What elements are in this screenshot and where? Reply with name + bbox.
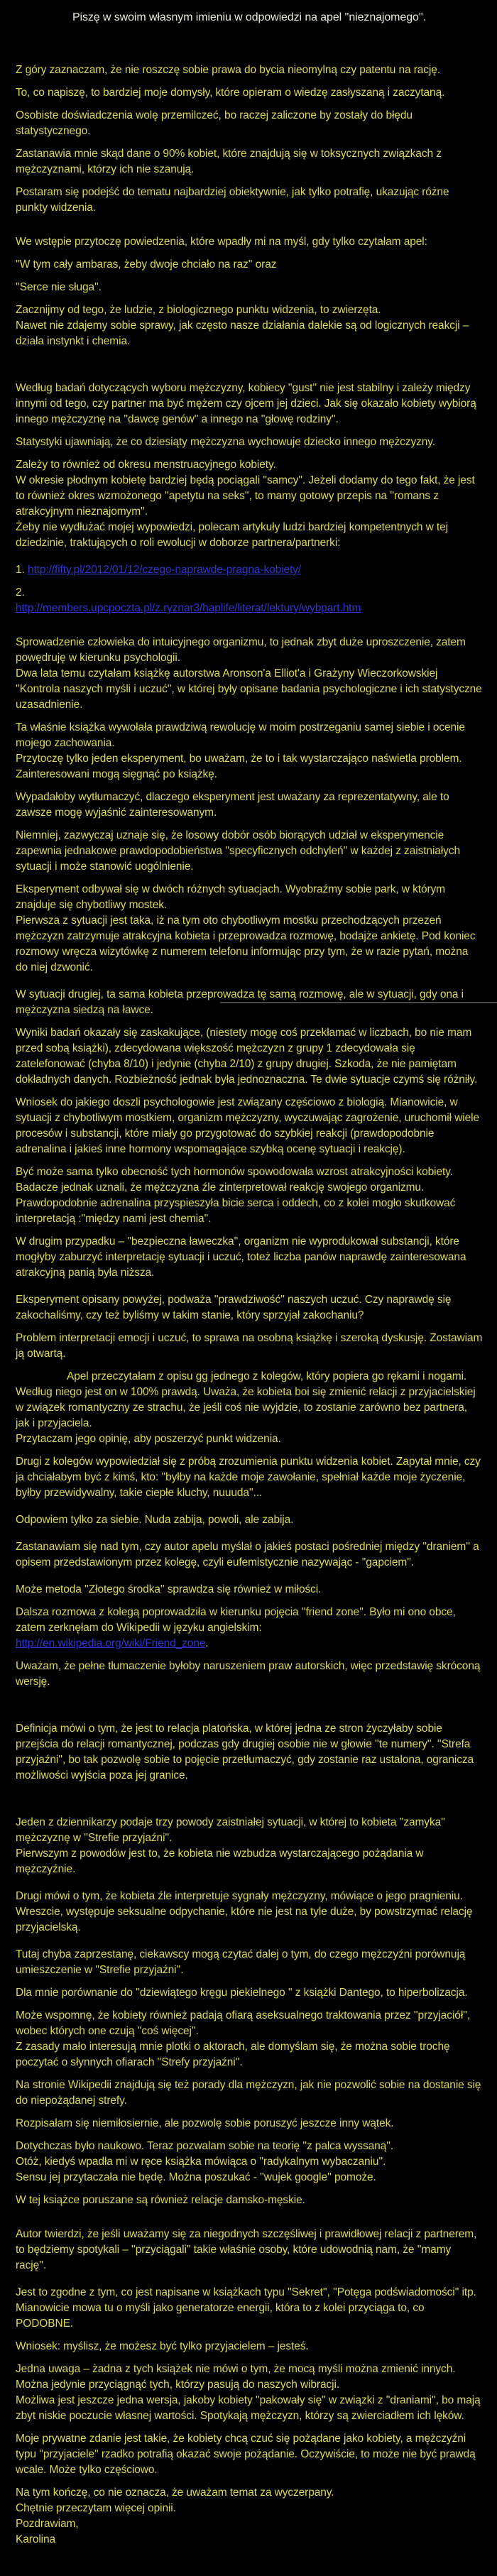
text-run: ''W tym cały ambaras, żeby dwoje chciało na raz'' oraz [16, 258, 277, 271]
text-run: Wniosek do jakiego doszli psychologowie jest związany częściowo z biologią. Mianowicie, w sytuacji z chybotliwym mostkiem, organizm mężczyzny, wyczuwając zagrożenie, uruchomił wiele procesów i substancji, które miały go przygotować do szybkiej reakcji (prawdopodobnie adrenalina i jakieś inne hormony wspomagające szybką ocenę sytuacji i reakcję). [16, 1096, 480, 1155]
text-run: Żeby nie wydłużać mojej wypowiedzi, polecam artykuły ludzi bardziej kompetentnych w tej dziedzinie, traktujących o roli ewolucji w doborze partnera/partnerki: [16, 521, 448, 549]
text-run: Pierwsza z sytuacji jest taka, iż na tym oto chybotliwym mostku przechodzących przezeń mężczyzn zatrzymuje atrakcyjna kobieta i przeprowadza rozmowę, bodajże ankietę. Pod koniec rozmowy wręcza wizytówkę z numerem telefonu informując przy tym, że w razie pytań, można do niej dzwonić. [16, 915, 476, 973]
hyperlink[interactable]: http://members.upcpoczta.pl/z.ryznar3/haplife/literat/lektury/wybpart.htm [16, 602, 361, 614]
text-run: Odpowiem tylko za siebie. Nuda zabija, powoli, ale zabija. [16, 1514, 294, 1526]
paragraph [16, 1431, 483, 1447]
document-body [16, 62, 483, 2548]
text-run: 1. [16, 564, 28, 576]
paragraph [16, 257, 483, 273]
text-run: Autor twierdzi, że jeśli uważamy się za niegodnych szczęśliwej i prawidłowej relacji z partnerem, to będziemy spotykali – ''przyciągali'' takie właśnie osoby, które udowodnią nam, że ''mamy rację''. [16, 2228, 477, 2271]
text-run: Nawet nie zdajemy sobie sprawy, jak często nasze działania dalekie są od logicznych reakcji – działa instynkt i chemia. [16, 320, 469, 347]
text-run: Drugi z kolegów wypowiedział się z próbą zrozumienia punktu widzenia kobiet. Zapytał mnie, czy ja chciałabym być z kimś, kto: ''byłby na każde moje zawołanie, spełniał każde moje życzenie, byłby przewidywalny, takie ciepłe kluchy, nuuuda''... [16, 1456, 481, 1499]
paragraph [16, 302, 483, 318]
paragraph [16, 1904, 483, 1936]
paragraph [16, 882, 483, 913]
text-run: Być może sama tylko obecność tych hormonów spowodowała wzrost atrakcyjności kobiety. Badacze jednak uznali, że mężczyzna źle zinterpretował reakcję swojego organizmu. Prawdopodobnie adrenalina przyspieszyła bicie serca i oddech, co z kolei mogło skutkować interpretacją :''między nami jest chemia''. [16, 1166, 456, 1225]
paragraph [16, 2170, 483, 2185]
text-run: Moje prywatne zdanie jest takie, że kobiety chcą czuć się pożądane jako kobiety, a mężczyźni typu ''przyjaciele'' rzadko potrafią okazać swoje pożądanie. Oczywiście, to może nie być prawdą wcale. Może tylko częściowo. [16, 2433, 476, 2476]
paragraph [16, 2362, 483, 2393]
paragraph [16, 146, 483, 178]
text-run: Jeden z dziennikarzy podaje trzy powody zaistniałej sytuacji, w której to kobieta ''zamyka'' mężczyznę w ''Strefie przyjaźni''. [16, 1816, 445, 1844]
text-run: Według badań dotyczących wyboru mężczyzny, kobiecy ''gust'' nie jest stabilny i zależy między innymi od tego, czy partner ma być mężem czy ojcem jej dzieci. Jak się okazało kobiety wybiorą innego mężczyznę na ''dawcę genów'' a innego na ''głowę rodziny''. [16, 382, 476, 425]
paragraph [16, 318, 483, 349]
text-run: Niemniej, zazwyczaj uznaje się, że losowy dobór osób biorących udział w eksperymencie zapewnia jednakowe prawdopodobieństwa ''specyficznych odchyleń'' w każdej z zaistniałych sytuacji i może stanowić uogólnienie. [16, 829, 460, 873]
text-run: Uważam, że pełne tłumaczenie byłoby naruszeniem praw autorskich, więc przedstawię skróconą wersję. [16, 1660, 481, 1688]
text-run: W tej książce poruszane są również relacje damsko-męskie. [16, 2194, 305, 2206]
text-run: Rozpisałam się niemiłosiernie, ale pozwolę sobie poruszyć jeszcze inny wątek. [16, 2117, 394, 2129]
paragraph [16, 1331, 483, 1362]
hyperlink[interactable]: http://en.wikipedia.org/wiki/Friend_zone [16, 1637, 206, 1649]
text-run: Otóż, kiedyś wpadła mi w ręce książka mówiąca o ''radykalnym wybaczaniu''. [16, 2156, 386, 2168]
text-run: Eksperyment odbywał się w dwóch różnych sytuacjach. Wyobraźmy sobie park, w którym znajduje się chybotliwy mostek. [16, 883, 445, 911]
text-run: Postaram się podejść do tematu najbardziej obiektywnie, jak tylko potrafię, ukazując różne punkty widzenia. [16, 186, 449, 214]
paragraph [16, 2078, 483, 2109]
text-run: We wstępie przytoczę powiedzenia, które wpadły mi na myśl, gdy tylko czytałam apel: [16, 236, 427, 248]
paragraph [16, 1025, 483, 1088]
text-run: Jest to zgodne z tym, co jest napisane w książkach typu ''Sekret'', ''Potęga podświadomości'' itp. Mianowicie mowa tu o myśli jako generatorze energii, która to z kolei przyciąga to, co PODOBNE. [16, 2286, 476, 2330]
text-run: Drugi mówi o tym, że kobieta źle interpretuje sygnały mężczyzny, mówiące o jego pragnieniu. [16, 1890, 463, 1902]
paragraph [16, 913, 483, 976]
text-run: Ta właśnie książka wywołała prawdziwą rewolucję w moim postrzeganiu samej siebie i ocenie mojego zachowania. [16, 721, 465, 749]
paragraph [16, 790, 483, 821]
text-run: . [205, 1637, 209, 1649]
paragraph [16, 2501, 483, 2516]
paragraph [16, 720, 483, 751]
paragraph [16, 2139, 483, 2154]
text-run: Dalsza rozmowa z kolegą poprowadziła w kierunku pojęcia ''friend zone''. Było mi ono obce, zatem zerknęłam do Wikipedii w języku angielskim: [16, 1606, 456, 1634]
text-run: Pierwszym z powodów jest to, że kobieta nie wzbudza wystarczającego pożądania w mężczyźnie. [16, 1848, 424, 1875]
paragraph [16, 1512, 483, 1528]
text-run: Wypadałoby wytłumaczyć, dlaczego eksperyment jest uważany za reprezentatywny, ale to zawsze mogę wyjaśnić zainteresowanym. [16, 791, 449, 819]
paragraph [16, 1889, 483, 1904]
paragraph [16, 280, 483, 295]
paragraph [16, 1636, 483, 1652]
paragraph [16, 987, 483, 1018]
paragraph [16, 1721, 483, 1784]
paragraph [16, 1985, 483, 2001]
paragraph [16, 1605, 483, 1636]
paragraph [16, 2039, 483, 2070]
text-run: Możliwa jest jeszcze jedna wersja, jakoby kobiety ''pakowały się'' w związki z ''draniami'', bo mają zbyt niskie poczucie własnej wartości. Spotykają mężczyzn, którzy są zwierciadłem ich lęków. [16, 2394, 481, 2422]
paragraph [16, 2431, 483, 2478]
paragraph [16, 2532, 483, 2548]
paragraph [16, 2393, 483, 2424]
paragraph [16, 1846, 483, 1877]
text-run: Zastanawia mnie skąd dane o 90% kobiet, które znajdują się w toksycznych związkach z mężczyznami, którzy ich nie szanują. [16, 148, 442, 175]
paragraph [16, 1815, 483, 1846]
text-run: Sprowadzenie człowieka do intuicyjnego organizmu, to jednak zbyt duże uproszczenie, zatem powędruję w kierunku psychologii. [16, 636, 466, 664]
text-run: W okresie płodnym kobietę bardziej będą pociągali ''samcy''. Jeżeli dodamy do tego fakt, że jest to również okres wzmożonego ''apetytu na seks'', to mamy gotowy przepis na ''romans z atrakcyjnym nieznajomym''. [16, 474, 475, 518]
paragraph [16, 666, 483, 713]
paragraph [16, 1582, 483, 1598]
paragraph [16, 828, 483, 875]
paragraph [16, 1095, 483, 1157]
text-run: Problem interpretacji emocji i uczuć, to sprawa na osobną książkę i szeroką dyskusję. Zostawiam ją otwartą. [16, 1332, 483, 1360]
paragraph [16, 751, 483, 782]
paragraph [16, 457, 483, 473]
paragraph [16, 585, 483, 601]
paragraph [16, 2339, 483, 2354]
text-run: Zastanawiam się nad tym, czy autor apelu myślał o jakieś postaci pośredniej między ''draniem'' a opisem przedstawionym przez kolegę, czyli eufemistycznie nazywając - ''gapciem''. [16, 1541, 479, 1568]
paragraph [16, 2285, 483, 2332]
text-run: Zależy to również od okresu menstruacyjnego kobiety. [16, 459, 276, 471]
paragraph [16, 62, 483, 78]
paragraph [16, 1539, 483, 1571]
text-run: Sensu jej przytaczała nie będę. Można poszukać - ''wujek google'' pomoże. [16, 2171, 376, 2183]
paragraph [16, 85, 483, 101]
text-run: Z góry zaznaczam, że nie roszczę sobie prawa do bycia nieomylną czy patentu na rację. [16, 64, 441, 76]
paragraph [16, 108, 483, 139]
text-run: Przytoczę tylko jeden eksperyment, bo uważam, że to i tak wystarczająco naświetla problem. Zainteresowani mogą sięgnąć po książkę. [16, 753, 462, 780]
text-run: Dotychczas było naukowo. Teraz pozwalam sobie na teorię ''z palca wyssaną''. [16, 2140, 394, 2152]
text-run: Wreszcie, występuje seksualne odpychanie, które nie jest na tyle duże, by powstrzymać relację przyjacielską. [16, 1906, 473, 1933]
paragraph [16, 2008, 483, 2039]
paragraph [16, 2116, 483, 2132]
paragraph [16, 601, 483, 616]
text-run: Pozdrawiam, [16, 2518, 79, 2530]
paragraph [16, 473, 483, 520]
text-run: Eksperyment opisany powyżej, podważa ''prawdziwość'' naszych uczuć. Czy naprawdę się zakochaliśmy, czy też byliśmy w takim stanie, który sprzyjał zakochaniu? [16, 1294, 452, 1321]
text-run: Może metoda ''Złotego środka'' sprawdza się również w miłości. [16, 1583, 322, 1595]
paragraph [16, 2227, 483, 2274]
text-run: Na tym kończę, co nie oznacza, że uważam temat za wyczerpany. [16, 2487, 334, 2499]
paragraph [16, 1292, 483, 1324]
paragraph [16, 234, 483, 250]
text-run: Tutaj chyba zaprzestanę, ciekawscy mogą czytać dalej o tym, do czego mężczyźni porównują umieszczenie w ''Strefie przyjaźni''. [16, 1948, 466, 1976]
paragraph [16, 1234, 483, 1281]
text-run: 2. [16, 586, 25, 599]
text-run: Może wspomnę, że kobiety również padają ofiarą aseksualnego traktowania przez ''przyjaciół'', wobec których one czują ''coś więcej''. [16, 2009, 471, 2037]
text-run: Wniosek: myślisz, że możesz być tylko przyjacielem – jesteś. [16, 2340, 309, 2352]
paragraph [16, 435, 483, 450]
text-run: Zacznijmy od tego, że ludzie, z biologicznego punktu widzenia, to zwierzęta. [16, 304, 381, 316]
text-run: Na stronie Wikipedii znajdują się też porady dla mężczyzn, jak nie pozwolić sobie na dostanie się do niepożądanej strefy. [16, 2079, 481, 2107]
text-run: Apel przeczytałam z opisu gg jednego z kolegów, który popiera go rękami i nogami. Według niego jest on w 100% prawdą. Uważa, że kobieta boi się zmienić relacji z przyjacielskiej w związek romantyczny ze strachu, że jeśli coś nie wyjdzie, to zostanie zarówno bez partnera, jak i przyjaciela. [16, 1370, 476, 1429]
text-run: W sytuacji drugiej, ta sama kobieta przeprowadza tę samą rozmowę, ale w sytuacji, gdy ona i mężczyzna siedzą na ławce. [16, 988, 464, 1016]
text-run: Osobiste doświadczenia wolę przemilczeć, bo raczej zaliczone by zostały do błędu statystycznego. [16, 109, 413, 137]
text-run: Chętnie przeczytam więcej opinii. [16, 2502, 176, 2514]
text-run: Z zasady mało interesują mnie plotki o aktorach, ale domyślam się, że można sobie trochę poczytać o słynnych ofiarach ''Strefy przyjaźni''. [16, 2041, 450, 2068]
text-run: Dla mnie porównanie do ''dziewiątego kręgu piekielnego '' z książki Dantego, to hiperbolizacja. [16, 1987, 468, 1999]
text-run: Statystyki ujawniają, że co dziesiąty mężczyzna wychowuje dziecko innego mężczyzny. [16, 436, 436, 448]
text-run: Wyniki badań okazały się zaskakujące, (niestety mogę coś przekłamać w liczbach, bo nie mam przed sobą książki), zdecydowana większość mężczyzn z grupy 1 zdecydowała się zatelefonować (chyba 8/10) i jedynie (chyba 2/10) z grupy drugiej. Szkoda, że nie pamiętam dokładnych danych. Rozbieżność jednak była jednoznaczna. Te dwie sytuacje czymś się różniły. [16, 1027, 478, 1086]
text-run: Dwa lata temu czytałam książkę autorstwa Aronson'a Elliot'a i Grażyny Wieczorkowskiej ''Kontrola naszych myśli i uczuć'', w której były opisane badania psychologiczne i ich statystyczne uzasadnienie. [16, 667, 482, 711]
paragraph [16, 2193, 483, 2208]
text-run: W drugim przypadku – ''bezpieczna ławeczka'', organizm nie wyprodukował substancji, które mogłyby zaburzyć interpretację sytuacji i uczuć, toteż liczba panów naprawdę zainteresowana atrakcyjną panią była niższa. [16, 1235, 466, 1279]
paragraph [16, 2154, 483, 2170]
paragraph [16, 635, 483, 666]
text-run: ''Serce nie sługa''. [16, 281, 102, 293]
paragraph [16, 1164, 483, 1227]
paragraph [16, 520, 483, 551]
paragraph [16, 2516, 483, 2532]
paragraph [16, 185, 483, 216]
paragraph [16, 1659, 483, 1690]
text-run: Przytaczam jego opinię, aby poszerzyć punkt widzenia. [16, 1433, 281, 1445]
text-run: Karolina [16, 2533, 56, 2545]
text-run: To, co napiszę, to bardziej moje domysły, które opieram o wiedzę zasłyszaną i zaczytaną. [16, 87, 445, 99]
document-title: Piszę w swoim własnym imieniu w odpowiedzi na apel ''nieznajomego''. [72, 11, 427, 23]
paragraph [16, 1947, 483, 1978]
paragraph [16, 1454, 483, 1501]
paragraph [16, 1369, 483, 1431]
hyperlink[interactable]: http://fifty.pl/2012/01/12/czego-naprawde-pragna-kobiety/ [27, 564, 302, 576]
paragraph [16, 562, 483, 578]
paragraph [16, 2485, 483, 2501]
paragraph [16, 381, 483, 427]
text-run: Jedna uwaga – żadna z tych książek nie mówi o tym, że mocą myśli można zmienić innych. Można jedynie przyciągnąć tych, którzy pasują do naszych wibracji. [16, 2363, 456, 2391]
text-run: Definicja mówi o tym, że jest to relacja platońska, w której jedna ze stron życzyłaby sobie przejścia do relacji romantycznej, podczas gdy drugiej osobie nie w głowie ''te numery''. ''Strefa przyjaźni'', bo tak pozwolę sobie to pojęcie przetłumaczyć, gdy zostanie raz ustalona, ogranicza możliwości wyjścia poza jej granice. [16, 1723, 474, 1781]
